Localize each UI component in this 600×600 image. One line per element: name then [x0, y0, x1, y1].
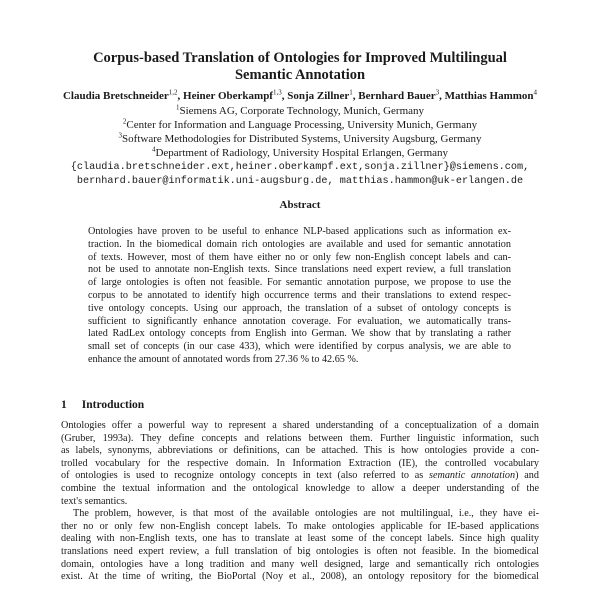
- affil-sup: 2: [122, 117, 127, 126]
- email-line-2: bernhard.bauer@informatik.uni-augsburg.de, matthias.hammon@uk-erlangen.de: [76, 176, 524, 187]
- body-line: trolled vocabulary for the respective domain. In Information Extraction (IE), the controlled vocabulary: [61, 457, 539, 469]
- author-name: Sonja Zillner: [287, 90, 350, 102]
- author-affil-sup: 1: [349, 88, 353, 97]
- abstract-line: lated RadLex ontology concepts from English into German. We show that by translating a rather: [88, 328, 511, 340]
- section-number: 1: [61, 399, 67, 411]
- abstract-line: of texts. However, most of them have either no or only few non-English concept labels and can-: [88, 251, 511, 263]
- body-line: combine the textual information and the ontological knowledge to allow a deeper understanding of the: [61, 482, 539, 494]
- author-name: Matthias Hammon: [444, 90, 534, 102]
- affiliation: [0, 132, 600, 146]
- body-line: as labels, synonyms, abbreviations or definitions, can be attached. This is how ontologies provide a con-: [61, 445, 539, 457]
- paper-title-line-2: Semantic Annotation: [234, 67, 366, 83]
- body-line: exist. At the time of writing, the BioPortal (Noy et al., 2008), an ontology repository for the biomedical: [61, 571, 539, 583]
- section-heading: [61, 399, 144, 411]
- body-line: Ontologies offer a powerful way to represent a shared understanding of a conceptualization of a domain: [61, 420, 539, 431]
- body-line: (Gruber, 1993a). They define concepts and relations between them. Further linguistic information, such: [61, 432, 539, 444]
- body-line: The problem, however, is that most of the available ontologies are not multilingual, i.e., they have ei-: [73, 508, 539, 520]
- body-line-part: of ontologies is used to recognize ontology concepts in text (also referred to as: [61, 470, 429, 482]
- abstract-line: sufficient to significantly enhance annotation coverage. For evaluation, we automatically trans-: [88, 315, 511, 327]
- body-line: [61, 470, 539, 483]
- author-affil-sup: 3: [435, 88, 440, 97]
- abstract-heading: Abstract: [279, 199, 321, 211]
- paper-title-line-1: Corpus-based Translation of Ontologies for Improved Multilingual: [93, 50, 507, 66]
- abstract-line: corpus to be annotated to identify high occurrence terms and their translations to extend respec-: [88, 289, 511, 301]
- affil-sup: 3: [118, 131, 123, 140]
- affil-text: Department of Radiology, University Hospital Erlangen, Germany: [155, 147, 449, 159]
- abstract-line: tive ontology concepts. Using our approach, the translation of a subset of ontology concepts is: [88, 302, 511, 314]
- affiliation: [0, 118, 600, 132]
- body-line: translations need expert review, a full translation of big ontologies is often not feasible. In the biomedical: [61, 545, 539, 557]
- body-line: ther no or only few non-English concept labels. To make ontologies applicable for IE-based applications: [61, 520, 539, 532]
- body-line-italic: semantic annotation: [429, 470, 516, 482]
- body-line: dealing with non-English texts, one has to translate at least some of the concept labels. Since high quality: [61, 533, 539, 545]
- email-line-1: {claudia.bretschneider.ext,heiner.oberkampf.ext,sonja.zillner}@siemens.com,: [70, 162, 530, 173]
- abstract-line: of large ontologies is often not feasible. For semantic annotation purpose, we propose to use the: [88, 277, 511, 289]
- affil-text: Software Methodologies for Distributed Systems, University Augsburg, Germany: [122, 133, 482, 145]
- body-line-part: ) and: [515, 470, 539, 482]
- abstract-body: [88, 226, 511, 367]
- abstract-line: not be used to annotate non-English texts. Since translations need expert review, a full translation: [88, 264, 511, 276]
- section-title: Introduction: [81, 399, 145, 411]
- author-name: Claudia Bretschneider: [62, 90, 169, 102]
- author-affil-sup: 4: [533, 88, 538, 97]
- abstract-line: Ontologies have proven to be useful to enhance NLP-based applications such as information ex-: [88, 226, 511, 237]
- abstract-line: small set of concepts (in our case 433), which were identified by corpus analysis, we are able to: [88, 341, 511, 353]
- affiliation: [0, 146, 600, 160]
- affil-sup: 1: [175, 103, 180, 112]
- affiliation: [0, 104, 600, 118]
- affil-sup: 4: [151, 145, 156, 154]
- author-name: Bernhard Bauer: [358, 90, 436, 102]
- affil-text: Center for Information and Language Processing, University Munich, Germany: [126, 119, 478, 131]
- author-affil-sup: 1,2: [168, 88, 178, 97]
- author-affil-sup: 1,3: [272, 88, 282, 97]
- author-name: Heiner Oberkampf: [183, 90, 273, 102]
- affil-text: Siemens AG, Corporate Technology, Munich, Germany: [179, 105, 425, 117]
- abstract-line: enhance the amount of annotated words from 27.36 % to 42.65 %.: [88, 353, 359, 365]
- abstract-line: traction. In the biomedical domain rich ontologies are available and used for semantic annotation: [88, 238, 511, 250]
- body-line: text's semantics.: [61, 495, 128, 507]
- body-text: [61, 420, 539, 584]
- author-list: Claudia Bretschneider$^{1,2}$, Heiner Oberkampf$^{1,3}$, Sonja Zillner$^1$, Bernhard Bauer$^3$, Matthias Hammon$^4$: [62, 88, 538, 102]
- body-line: domain, ontologies have a long tradition and many well designed, large and semantically rich ontologies: [61, 558, 539, 570]
